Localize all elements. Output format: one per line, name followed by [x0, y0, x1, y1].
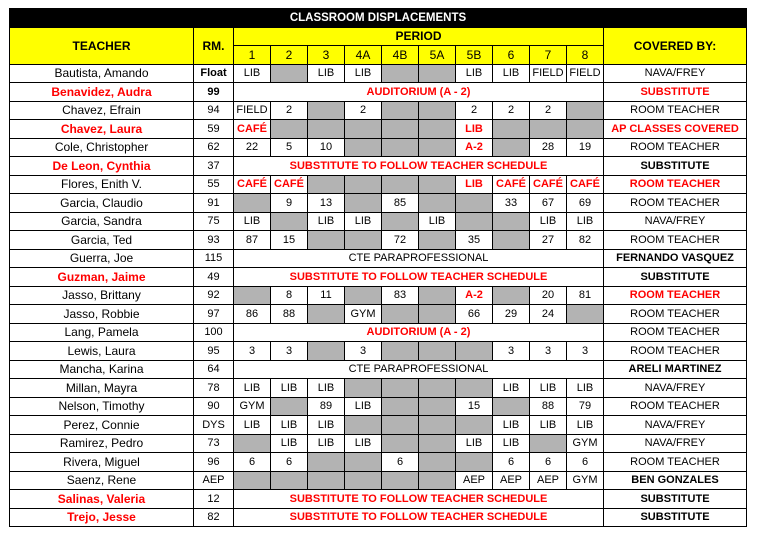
period-cell: 3 [271, 342, 308, 361]
period-cell [308, 305, 345, 324]
room-number: DYS [194, 416, 234, 435]
room-number: 55 [194, 175, 234, 194]
period-cell: AEP [530, 471, 567, 490]
covered-by: BEN GONZALES [604, 471, 747, 490]
period-cell: LIB [234, 379, 271, 398]
period-cell: 9 [271, 194, 308, 213]
period-cell: 6 [567, 453, 604, 472]
period-cell [271, 212, 308, 231]
period-cell: 3 [567, 342, 604, 361]
period-cell: LIB [308, 379, 345, 398]
covered-by: NAVA/FREY [604, 416, 747, 435]
covered-by: NAVA/FREY [604, 212, 747, 231]
period-cell: 66 [456, 305, 493, 324]
period-cell: LIB [419, 212, 456, 231]
period-cell [234, 286, 271, 305]
teacher-name: Nelson, Timothy [10, 397, 194, 416]
period-cell: GYM [567, 434, 604, 453]
period-cell [382, 416, 419, 435]
covered-by: FERNANDO VASQUEZ [604, 249, 747, 268]
table-row [10, 120, 747, 139]
room-number: 78 [194, 379, 234, 398]
table-row [10, 453, 747, 472]
teacher-name: Cole, Christopher [10, 138, 194, 157]
table-row [10, 323, 747, 342]
period-cell: 6 [530, 453, 567, 472]
period-cell: LIB [493, 434, 530, 453]
period-cell: LIB [456, 120, 493, 139]
period-cell: 72 [382, 231, 419, 250]
period-cell [345, 453, 382, 472]
covered-by: ROOM TEACHER [604, 138, 747, 157]
period-cell: LIB [567, 212, 604, 231]
teacher-name: Jasso, Brittany [10, 286, 194, 305]
period-cell [345, 194, 382, 213]
period-cell: CAFÉ [493, 175, 530, 194]
period-cell [345, 379, 382, 398]
period-cell: LIB [530, 379, 567, 398]
covered-by: NAVA/FREY [604, 379, 747, 398]
covered-by: ROOM TEACHER [604, 397, 747, 416]
period-cell [493, 138, 530, 157]
teacher-name: Ramirez, Pedro [10, 434, 194, 453]
period-cell: 86 [234, 305, 271, 324]
teacher-name: Saenz, Rene [10, 471, 194, 490]
period-cell: LIB [308, 434, 345, 453]
period-cell: CAFÉ [271, 175, 308, 194]
period-cell: LIB [345, 64, 382, 83]
period-cell: 35 [456, 231, 493, 250]
period-cell: 10 [308, 138, 345, 157]
period-cell [567, 120, 604, 139]
table-row [10, 471, 747, 490]
covered-by: ROOM TEACHER [604, 101, 747, 120]
period-cell [493, 286, 530, 305]
schedule-note: SUBSTITUTE TO FOLLOW TEACHER SCHEDULE [234, 268, 604, 287]
room-number: 62 [194, 138, 234, 157]
period-cell [530, 120, 567, 139]
covered-header: COVERED BY: [604, 27, 747, 64]
period-cell: LIB [493, 64, 530, 83]
period-cell [419, 453, 456, 472]
period-cell [345, 175, 382, 194]
table-title: CLASSROOM DISPLACEMENTS [10, 9, 747, 28]
period-cell [530, 434, 567, 453]
period-col-4b: 4B [382, 46, 419, 65]
room-number: 73 [194, 434, 234, 453]
period-cell: LIB [530, 416, 567, 435]
room-number: 75 [194, 212, 234, 231]
schedule-note: SUBSTITUTE TO FOLLOW TEACHER SCHEDULE [234, 508, 604, 527]
teacher-name: Benavidez, Audra [10, 83, 194, 102]
period-cell: CAFÉ [234, 175, 271, 194]
period-cell: LIB [567, 379, 604, 398]
covered-by: ROOM TEACHER [604, 231, 747, 250]
period-col-2: 2 [271, 46, 308, 65]
teacher-name: Millan, Mayra [10, 379, 194, 398]
period-cell: 24 [530, 305, 567, 324]
room-number: 91 [194, 194, 234, 213]
teacher-name: Flores, Enith V. [10, 175, 194, 194]
covered-by: ROOM TEACHER [604, 286, 747, 305]
period-cell [308, 231, 345, 250]
period-cell: 87 [234, 231, 271, 250]
period-cell [382, 101, 419, 120]
room-number: 95 [194, 342, 234, 361]
period-cell [382, 175, 419, 194]
schedule-note: AUDITORIUM (A - 2) [234, 323, 604, 342]
table-row [10, 194, 747, 213]
period-cell [419, 416, 456, 435]
teacher-name: Lewis, Laura [10, 342, 194, 361]
period-cell [567, 305, 604, 324]
period-cell: GYM [567, 471, 604, 490]
period-cell [456, 416, 493, 435]
period-cell [234, 471, 271, 490]
period-cell [493, 212, 530, 231]
period-cell: 29 [493, 305, 530, 324]
period-cell: 83 [382, 286, 419, 305]
period-cell: LIB [308, 64, 345, 83]
teacher-name: Chavez, Efrain [10, 101, 194, 120]
table-row [10, 83, 747, 102]
period-cell [493, 397, 530, 416]
period-cell [382, 471, 419, 490]
period-cell [345, 471, 382, 490]
period-cell [234, 194, 271, 213]
period-cell: 20 [530, 286, 567, 305]
covered-by: SUBSTITUTE [604, 490, 747, 509]
teacher-name: Garcia, Claudio [10, 194, 194, 213]
period-cell: 2 [493, 101, 530, 120]
teacher-name: Bautista, Amando [10, 64, 194, 83]
period-cell [345, 231, 382, 250]
covered-by: ROOM TEACHER [604, 453, 747, 472]
period-cell [271, 397, 308, 416]
period-cell [308, 101, 345, 120]
covered-by: ROOM TEACHER [604, 305, 747, 324]
period-cell: A-2 [456, 286, 493, 305]
covered-by: ARELI MARTINEZ [604, 360, 747, 379]
room-number: 100 [194, 323, 234, 342]
period-cell [382, 379, 419, 398]
period-cell: 81 [567, 286, 604, 305]
table-row [10, 434, 747, 453]
period-cell [456, 342, 493, 361]
period-cell: LIB [308, 416, 345, 435]
table-row [10, 379, 747, 398]
period-cell: LIB [493, 379, 530, 398]
teacher-name: Mancha, Karina [10, 360, 194, 379]
period-cell: LIB [234, 416, 271, 435]
period-cell: GYM [345, 305, 382, 324]
teacher-name: Lang, Pamela [10, 323, 194, 342]
period-cell: 3 [234, 342, 271, 361]
period-cell [419, 471, 456, 490]
period-col-3: 3 [308, 46, 345, 65]
period-cell: 28 [530, 138, 567, 157]
period-cell: 6 [234, 453, 271, 472]
period-cell [456, 212, 493, 231]
teacher-header: TEACHER [10, 27, 194, 64]
schedule-note: CTE PARAPROFESSIONAL [234, 360, 604, 379]
table-row [10, 416, 747, 435]
period-cell: 33 [493, 194, 530, 213]
covered-by: SUBSTITUTE [604, 508, 747, 527]
period-cell [345, 138, 382, 157]
teacher-name: Salinas, Valeria [10, 490, 194, 509]
period-col-7: 7 [530, 46, 567, 65]
period-col-5b: 5B [456, 46, 493, 65]
period-cell [419, 194, 456, 213]
period-col-6: 6 [493, 46, 530, 65]
period-cell: 82 [567, 231, 604, 250]
period-cell: LIB [456, 175, 493, 194]
displacement-table [9, 8, 747, 527]
table-row [10, 305, 747, 324]
table-row [10, 268, 747, 287]
period-cell: LIB [308, 212, 345, 231]
period-cell [567, 101, 604, 120]
period-cell [419, 120, 456, 139]
room-header: RM. [194, 27, 234, 64]
period-cell: 6 [382, 453, 419, 472]
period-cell [419, 286, 456, 305]
period-cell: CAFÉ [234, 120, 271, 139]
period-cell: 79 [567, 397, 604, 416]
room-number: 82 [194, 508, 234, 527]
covered-by: SUBSTITUTE [604, 83, 747, 102]
period-cell [308, 453, 345, 472]
table-row [10, 64, 747, 83]
period-cell: 5 [271, 138, 308, 157]
room-number: 59 [194, 120, 234, 139]
period-cell: LIB [530, 212, 567, 231]
period-cell [419, 64, 456, 83]
period-cell [456, 453, 493, 472]
period-cell: GYM [234, 397, 271, 416]
teacher-name: Guerra, Joe [10, 249, 194, 268]
period-cell [493, 120, 530, 139]
period-header: PERIOD [234, 27, 604, 46]
room-number: 96 [194, 453, 234, 472]
table-row [10, 249, 747, 268]
period-cell: 3 [493, 342, 530, 361]
covered-by: ROOM TEACHER [604, 175, 747, 194]
period-cell [382, 434, 419, 453]
period-cell [419, 138, 456, 157]
period-cell [382, 64, 419, 83]
period-cell: 85 [382, 194, 419, 213]
covered-by: ROOM TEACHER [604, 323, 747, 342]
period-cell: LIB [271, 379, 308, 398]
teacher-name: De Leon, Cynthia [10, 157, 194, 176]
teacher-name: Trejo, Jesse [10, 508, 194, 527]
room-number: 94 [194, 101, 234, 120]
table-row [10, 286, 747, 305]
table-row [10, 101, 747, 120]
table-row [10, 157, 747, 176]
period-cell [345, 286, 382, 305]
period-cell [308, 120, 345, 139]
table-row [10, 231, 747, 250]
period-cell: 3 [530, 342, 567, 361]
period-cell: 19 [567, 138, 604, 157]
table-row [10, 508, 747, 527]
period-cell: LIB [567, 416, 604, 435]
period-cell: LIB [345, 434, 382, 453]
period-cell: LIB [456, 434, 493, 453]
period-cell: LIB [271, 416, 308, 435]
room-number: 12 [194, 490, 234, 509]
period-cell: 22 [234, 138, 271, 157]
period-cell: FIELD [567, 64, 604, 83]
period-cell: 89 [308, 397, 345, 416]
room-number: 49 [194, 268, 234, 287]
teacher-name: Chavez, Laura [10, 120, 194, 139]
period-cell [419, 101, 456, 120]
period-cell: LIB [493, 416, 530, 435]
room-number: 97 [194, 305, 234, 324]
period-cell [419, 305, 456, 324]
covered-by: SUBSTITUTE [604, 268, 747, 287]
period-cell [234, 434, 271, 453]
period-cell: 11 [308, 286, 345, 305]
period-cell [382, 305, 419, 324]
period-cell: 2 [530, 101, 567, 120]
period-cell [382, 138, 419, 157]
room-number: AEP [194, 471, 234, 490]
period-cell: 15 [271, 231, 308, 250]
room-number: 37 [194, 157, 234, 176]
schedule-note: SUBSTITUTE TO FOLLOW TEACHER SCHEDULE [234, 490, 604, 509]
schedule-note: AUDITORIUM (A - 2) [234, 83, 604, 102]
table-row [10, 175, 747, 194]
teacher-name: Garcia, Ted [10, 231, 194, 250]
period-cell: 6 [493, 453, 530, 472]
period-cell: CAFÉ [567, 175, 604, 194]
period-cell: 6 [271, 453, 308, 472]
period-cell: 3 [345, 342, 382, 361]
period-cell: AEP [493, 471, 530, 490]
period-cell: LIB [234, 212, 271, 231]
room-number: 92 [194, 286, 234, 305]
teacher-name: Perez, Connie [10, 416, 194, 435]
period-cell [308, 471, 345, 490]
teacher-name: Garcia, Sandra [10, 212, 194, 231]
period-cell: 88 [271, 305, 308, 324]
period-cell: 69 [567, 194, 604, 213]
covered-by: SUBSTITUTE [604, 157, 747, 176]
covered-by: AP CLASSES COVERED [604, 120, 747, 139]
period-cell [419, 231, 456, 250]
room-number: 64 [194, 360, 234, 379]
period-cell: 88 [530, 397, 567, 416]
teacher-name: Rivera, Miguel [10, 453, 194, 472]
covered-by: NAVA/FREY [604, 434, 747, 453]
period-cell [456, 379, 493, 398]
period-cell [382, 397, 419, 416]
period-cell [345, 120, 382, 139]
period-cell: LIB [234, 64, 271, 83]
period-cell: FIELD [530, 64, 567, 83]
teacher-name: Guzman, Jaime [10, 268, 194, 287]
room-number: Float [194, 64, 234, 83]
covered-by: NAVA/FREY [604, 64, 747, 83]
period-cell: 2 [345, 101, 382, 120]
period-col-4a: 4A [345, 46, 382, 65]
period-cell: 67 [530, 194, 567, 213]
covered-by: ROOM TEACHER [604, 194, 747, 213]
period-cell [382, 342, 419, 361]
room-number: 115 [194, 249, 234, 268]
room-number: 93 [194, 231, 234, 250]
room-number: 90 [194, 397, 234, 416]
period-cell [419, 434, 456, 453]
schedule-note: SUBSTITUTE TO FOLLOW TEACHER SCHEDULE [234, 157, 604, 176]
period-cell: 8 [271, 286, 308, 305]
table-row [10, 342, 747, 361]
table-row [10, 360, 747, 379]
period-cell [271, 471, 308, 490]
period-col-1: 1 [234, 46, 271, 65]
period-cell [419, 397, 456, 416]
period-cell: LIB [345, 212, 382, 231]
period-cell: CAFÉ [530, 175, 567, 194]
period-cell: LIB [456, 64, 493, 83]
period-cell [382, 212, 419, 231]
period-cell [456, 194, 493, 213]
table-row [10, 490, 747, 509]
table-row [10, 138, 747, 157]
period-cell [419, 175, 456, 194]
period-cell: 2 [271, 101, 308, 120]
teacher-name: Jasso, Robbie [10, 305, 194, 324]
period-cell [493, 231, 530, 250]
period-col-8: 8 [567, 46, 604, 65]
period-cell: FIELD [234, 101, 271, 120]
covered-by: ROOM TEACHER [604, 342, 747, 361]
period-cell [419, 342, 456, 361]
period-cell [345, 416, 382, 435]
period-cell: 2 [456, 101, 493, 120]
period-cell [271, 64, 308, 83]
period-cell: LIB [345, 397, 382, 416]
period-cell: A-2 [456, 138, 493, 157]
room-number: 99 [194, 83, 234, 102]
period-cell: 13 [308, 194, 345, 213]
period-cell: 15 [456, 397, 493, 416]
table-row [10, 397, 747, 416]
period-cell [308, 175, 345, 194]
period-cell [308, 342, 345, 361]
period-cell: AEP [456, 471, 493, 490]
period-cell: 27 [530, 231, 567, 250]
period-col-5a: 5A [419, 46, 456, 65]
schedule-note: CTE PARAPROFESSIONAL [234, 249, 604, 268]
period-cell [419, 379, 456, 398]
table-row [10, 212, 747, 231]
period-cell [382, 120, 419, 139]
period-cell [271, 120, 308, 139]
period-cell: LIB [271, 434, 308, 453]
